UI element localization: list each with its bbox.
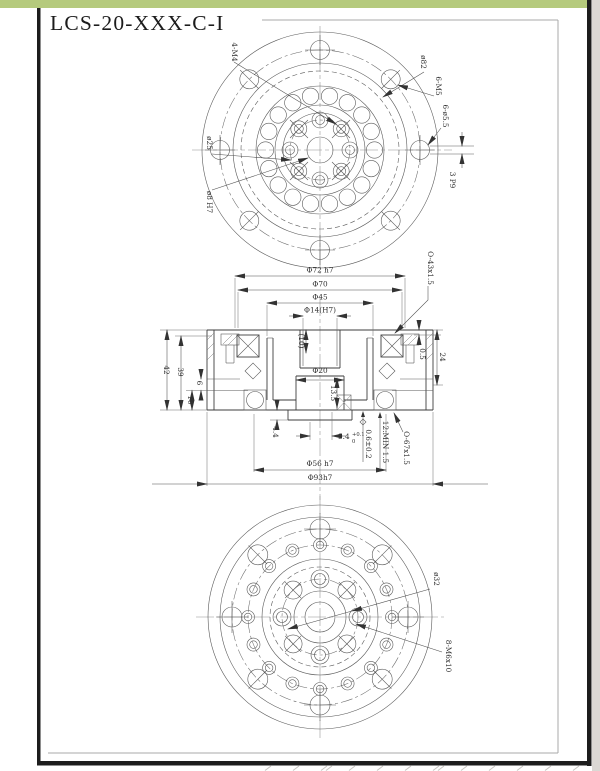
dim-seal: 0.6±0.2 [364,429,373,459]
left-border [37,8,41,765]
bottom-border [37,761,592,766]
drawing-title: LCS-20-XXX-C-I [50,11,225,35]
dim-d94-sup: +0.1 [352,432,365,438]
label-d82: ø82 [419,55,428,69]
dim-d45: Φ45 [312,292,328,302]
dim-d20: Φ20 [312,366,328,375]
dim-v39: 39 [176,367,185,377]
dim-v6: 6 [195,380,204,386]
dim-d93: Φ93h7 [307,473,333,482]
dim-v44: 4.4 [271,426,280,438]
label-d25: ø25 [205,136,214,150]
label-3p9: 3 P9 [448,171,457,189]
green-header-bar [0,0,587,8]
dim-depth: 12:MIN 1.5 [381,420,390,464]
label-6d55: 6-ø5.5 [441,104,450,128]
dim-h05: 0.5 [418,348,427,360]
right-border [587,0,592,766]
label-d8h7: ø8 H7 [205,190,214,214]
label-d32: ø32 [432,572,441,586]
dim-d14: Φ14(H7) [304,305,336,315]
dim-oring-bottom: O-67x1.5 [402,431,411,465]
dim-ref10: (10) [297,333,306,349]
label-4m4: 4-M4 [230,42,239,62]
dim-oring-top: O-43x1.5 [426,251,435,285]
scan-edge-strip [592,0,600,771]
dim-d94-sub: 0 [352,439,356,445]
label-8m6: 8-M6x10 [444,639,453,673]
dim-h24: 24 [438,352,447,362]
dim-d72: Φ72 h7 [306,265,334,275]
dim-v135: 13.5 [329,384,338,402]
dim-v42: 42 [162,365,171,375]
label-6m5: 6-M5 [434,76,443,96]
dim-d70: Φ70 [312,279,328,289]
dim-d94: 9.4 [338,432,350,441]
dim-v10: 10 [186,395,195,405]
dim-d56: Φ56 h7 [306,459,334,468]
